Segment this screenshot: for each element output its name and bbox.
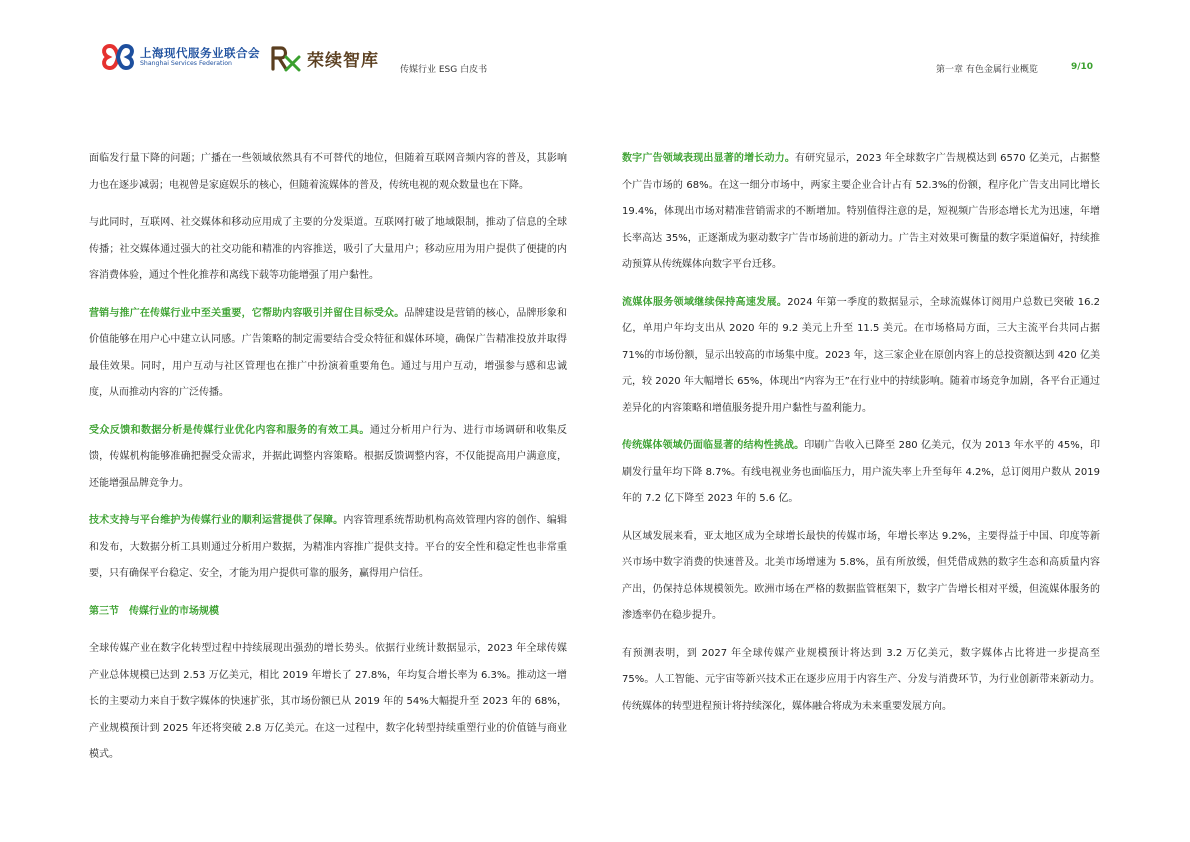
paragraph-body: 印刷广告收入已降至 280 亿美元，仅为 2013 年水平的 45%，印刷发行量年均下降 8.7%。有线电视业务也面临压力，用户流失率上升至每年 4.2%，总订阅用户数从 2019 年的 7.2 亿下降至 2023 年的 5.6 亿。 bbox=[622, 440, 1101, 504]
highlight-lead: 受众反馈和数据分析是传媒行业优化内容和服务的有效工具。 bbox=[89, 424, 370, 436]
paragraph-body: 内容管理系统帮助机构高效管理内容的创作、编辑和发布，大数据分析工具则通过分析用户数据，为精准内容推广提供支持。平台的安全性和稳定性也非常重要，只有确保平台稳定、安全，才能为用户提供可靠的服务，赢得用户信任。 bbox=[89, 515, 568, 579]
rx-mark-icon bbox=[270, 44, 302, 72]
federation-logo bbox=[100, 42, 260, 74]
paragraph: 面临发行量下降的问题；广播在一些领域依然具有不可替代的地位，但随着互联网音频内容的普及，其影响力也在逐步减弱；电视曾是家庭娱乐的核心，但随着流媒体的普及，传统电视的观众数量也在下降。 bbox=[89, 153, 567, 191]
page-header bbox=[0, 0, 1190, 80]
highlight-lead: 流媒体服务领域继续保持高速发展。 bbox=[622, 296, 788, 308]
left-column bbox=[89, 146, 567, 780]
brand-name: 荣续智库 bbox=[307, 51, 379, 71]
right-column bbox=[622, 146, 1100, 731]
paragraph: 从区域发展来看，亚太地区成为全球增长最快的传媒市场，年增长率达 9.2%，主要得益于中国、印度等新兴市场中数字消费的快速普及。北美市场增速为 5.8%，虽有所放缓，但凭借成熟的数字生态和高质量内容产出，仍保持总体规模领先。欧洲市场在严格的数据监管框架下，数字广告增长相对平缓，但流媒体服务的渗透率仍在稳步提升。 bbox=[622, 530, 1100, 621]
brand-logo bbox=[270, 44, 400, 74]
page-number: 9/10 bbox=[1071, 62, 1094, 72]
paragraph-body: 品牌建设是营销的核心，品牌形象和价值能够在用户心中建立认同感。广告策略的制定需要结合受众特征和媒体环境，确保广告精准投放并取得最佳效果。同时，用户互动与社区管理也在推广中扮演着重要角色。通过与用户互动，增强参与感和忠诚度，从而推动内容的广泛传播。 bbox=[89, 307, 567, 398]
paragraph bbox=[89, 508, 567, 588]
paragraph-body: 2024 年第一季度的数据显示，全球流媒体订阅用户总数已突破 16.2 亿，单用户年均支出从 2020 年的 9.2 美元上升至 11.5 美元。在市场格局方面，三大主流平台共同占据 71%的市场份额，显示出较高的市场集中度。2023 年，这三家企业在原创内容上的总投资额达到 420 亿美元，较 2020 年大幅增长 65%，体现出“内容为王”在行业中的持续影响。随着市场竞争加剧，各平台正通过差异化的内容策略和增值服务提升用户黏性与盈利能力。 bbox=[622, 296, 1101, 414]
chapter-title: 第一章 有色金属行业概览 bbox=[936, 65, 1038, 75]
paragraph bbox=[89, 418, 567, 498]
paragraph bbox=[622, 433, 1100, 513]
paragraph-body: 通过分析用户行为、进行市场调研和收集反馈，传媒机构能够准确把握受众需求，并据此调整内容策略。根据反馈调整内容，不仅能提高用户满意度，还能增强品牌竞争力。 bbox=[89, 424, 568, 489]
paragraph: 与此同时，互联网、社交媒体和移动应用成了主要的分发渠道。互联网打破了地域限制，推动了信息的全球传播；社交媒体通过强大的社交功能和精准的内容推送，吸引了大量用户；移动应用为用户提供了便捷的内容消费体验，通过个性化推荐和离线下载等功能增强了用户黏性。 bbox=[89, 217, 567, 281]
highlight-lead: 数字广告领域表现出显著的增长动力。 bbox=[622, 153, 795, 164]
federation-name-en: Shanghai Services Federation bbox=[140, 60, 232, 67]
section-heading: 第三节 传媒行业的市场规模 bbox=[89, 605, 219, 617]
paragraph bbox=[89, 301, 567, 407]
highlight-lead: 技术支持与平台维护为传媒行业的顺利运营提供了保障。 bbox=[89, 515, 344, 526]
highlight-lead: 营销与推广在传媒行业中至关重要，它帮助内容吸引并留住目标受众。 bbox=[89, 307, 405, 319]
paragraph: 有预测表明，到 2027 年全球传媒产业规模预计将达到 3.2 万亿美元，数字媒体占比将进一步提高至 75%。人工智能、元宇宙等新兴技术正在逐步应用于内容生产、分发与消费环节，为行业创新带来新动力。传统媒体的转型进程预计将持续深化，媒体融合将成为未来重要发展方向。 bbox=[622, 647, 1100, 712]
document-title: 传媒行业 ESG 白皮书 bbox=[400, 65, 488, 75]
paragraph: 全球传媒产业在数字化转型过程中持续展现出强劲的增长势头。依据行业统计数据显示，2023 年全球传媒产业总体规模已达到 2.53 万亿美元，相比 2019 年增长了 27.8%，年均复合增长率为 6.3%。推动这一增长的主要动力来自于数字媒体的快速扩张，其市场份额已从 2019 年的 54%大幅提升至 2023 年的 68%，产业规模预计到 2025 年还将突破 2.8 万亿美元。在这一过程中，数字化转型持续重塑行业的价值链与商业模式。 bbox=[89, 643, 567, 760]
paragraph-body: 有研究显示，2023 年全球数字广告规模达到 6570 亿美元，占据整个广告市场的 68%。在这一细分市场中，两家主要企业合计占有 52.3%的份额，程序化广告支出同比增长 19.4%，体现出市场对精准营销需求的不断增加。特别值得注意的是，短视频广告形态增长尤为迅速，年增长率高达 35%，正逐渐成为驱动数字广告市场前进的新动力。广告主对效果可衡量的数字渠道偏好，持续推动预算从传统媒体向数字平台迁移。 bbox=[622, 153, 1101, 270]
highlight-lead: 传统媒体领域仍面临显著的结构性挑战。 bbox=[622, 440, 805, 451]
federation-name-cn: 上海现代服务业联合会 bbox=[140, 46, 260, 60]
paragraph bbox=[622, 146, 1100, 279]
federation-emblem-icon bbox=[100, 42, 136, 72]
paragraph bbox=[622, 290, 1100, 423]
